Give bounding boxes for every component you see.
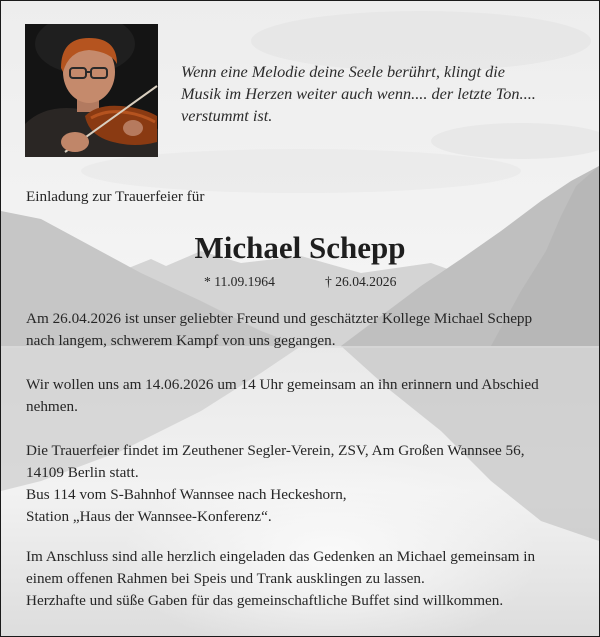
invitation-line: Einladung zur Trauerfeier für — [26, 188, 205, 205]
paragraph-line: Im Anschluss sind alle herzlich eingeladen das Gedenken an Michael gemeinsam in — [26, 548, 536, 565]
memorial-quote — [181, 61, 581, 127]
paragraph-line: nach langem, schwerem Kampf von uns gegangen. — [26, 332, 336, 349]
paragraph-line: nehmen. — [26, 398, 78, 415]
portrait-photo — [25, 24, 158, 157]
paragraph-line: einem offenen Rahmen bei Speis und Trank ausklingen zu lassen. — [26, 570, 425, 587]
paragraph-line: Station „Haus der Wannsee-Konferenz“. — [26, 508, 272, 525]
paragraph-line: Die Trauerfeier findet im Zeuthener Segler-Verein, ZSV, Am Großen Wannsee 56, — [26, 442, 525, 459]
death-date: † 26.04.2026 — [325, 274, 397, 289]
deceased-name: Michael Schepp — [194, 230, 406, 265]
location-paragraph — [26, 440, 581, 528]
paragraph-line: Herzhafte und süße Gaben für das gemeinschaftliche Buffet sind willkommen. — [26, 592, 504, 609]
quote-line: Musik im Herzen weiter auch wenn.... der letzte Ton.... — [181, 84, 536, 103]
birth-date: * 11.09.1964 — [204, 274, 275, 289]
violinist-portrait-icon — [25, 24, 158, 157]
paragraph-line: Wir wollen uns am 14.06.2026 um 14 Uhr gemeinsam an ihn erinnern und Abschied — [26, 376, 539, 393]
quote-line: verstummt ist. — [181, 106, 273, 125]
paragraph-line: Bus 114 vom S-Bahnhof Wannsee nach Heckeshorn, — [26, 486, 347, 503]
announcement-paragraph — [26, 308, 581, 352]
gathering-paragraph — [26, 374, 581, 418]
reception-paragraph — [26, 546, 581, 612]
paragraph-line: Am 26.04.2026 ist unser geliebter Freund und geschätzter Kollege Michael Schepp — [26, 310, 533, 327]
quote-line: Wenn eine Melodie deine Seele berührt, klingt die — [181, 62, 506, 81]
paragraph-line: 14109 Berlin statt. — [26, 464, 139, 481]
